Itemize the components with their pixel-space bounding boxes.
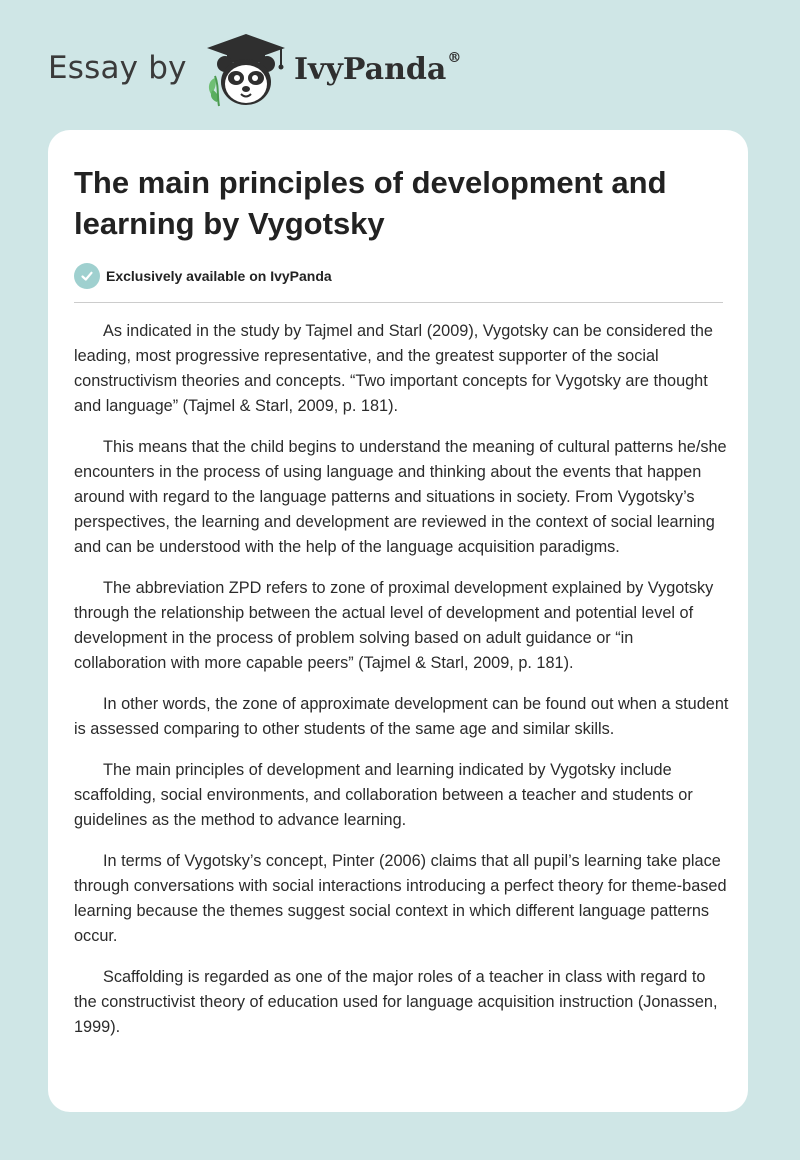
panda-logo-icon[interactable] — [203, 32, 289, 108]
registered-mark: ® — [447, 50, 462, 66]
divider — [74, 302, 723, 303]
essay-body — [74, 319, 730, 1056]
check-circle-icon — [74, 263, 100, 289]
paragraph: Scaffolding is regarded as one of the major roles of a teacher in class with regard to the constructivist theory of education used for language acquisition instruction (Jonassen, 1999). — [74, 968, 718, 1036]
exclusive-badge — [74, 263, 332, 289]
exclusive-badge-label: Exclusively available on IvyPanda — [106, 268, 332, 284]
paragraph: This means that the child begins to understand the meaning of cultural patterns he/she encounters in the process of using language and thinking about the events that happen around with regard to the language patterns and situations in society. From Vygotsky’s perspectives, the learning and development are reviewed in the context of social learning and can be understood with the help of the language acquisition paradigms. — [74, 438, 727, 556]
paragraph: As indicated in the study by Tajmel and Starl (2009), Vygotsky can be considered the leading, most progressive representative, and the greatest supporter of the social constructivism theories and concepts. “Two important concepts for Vygotsky are thought and language” (Tajmel & Starl, 2009, p. 181). — [74, 322, 713, 415]
essay-title: The main principles of development and learning by Vygotsky — [74, 165, 667, 241]
brand-name-text: IvyPanda — [294, 52, 447, 87]
paragraph: In terms of Vygotsky’s concept, Pinter (2006) claims that all pupil’s learning take place through conversations with social interactions introducing a perfect theory for theme-based learning because the themes suggest social context in which different language patterns occur. — [74, 852, 727, 945]
site-header — [0, 0, 800, 130]
paragraph: The abbreviation ZPD refers to zone of proximal development explained by Vygotsky through the relationship between the actual level of development and potential level of development in the process of problem solving based on adult guidance or “in collaboration with more capable peers” (Tajmel & Starl, 2009, p. 181). — [74, 579, 714, 672]
paragraph: In other words, the zone of approximate development can be found out when a student is assessed comparing to other students of the same age and similar skills. — [74, 695, 729, 738]
brand-name[interactable] — [294, 52, 461, 87]
essay-by-label: Essay by — [48, 50, 187, 86]
essay-card — [48, 130, 748, 1112]
paragraph: The main principles of development and learning indicated by Vygotsky include scaffolding, social environments, and collaboration between a teacher and students or guidelines as the method to advance learning. — [74, 761, 693, 829]
